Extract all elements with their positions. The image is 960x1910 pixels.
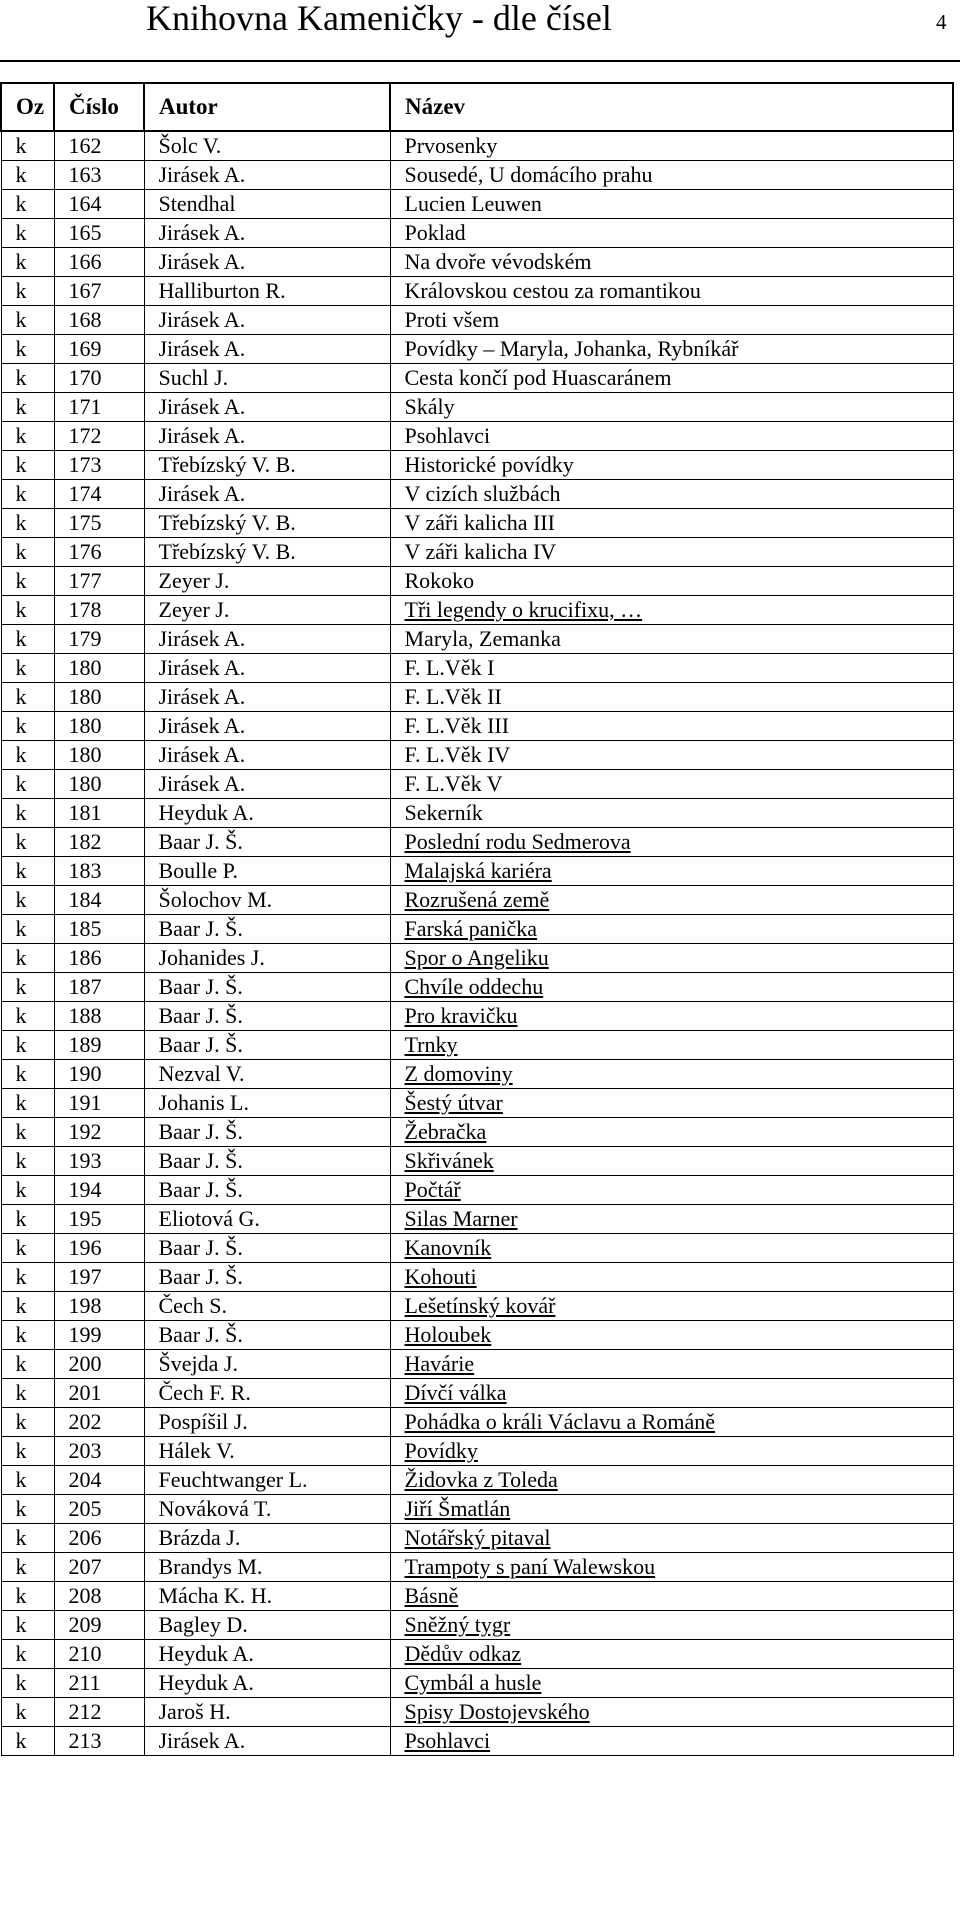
cell-oz: k — [1, 161, 54, 190]
cell-oz: k — [1, 799, 54, 828]
cell-oz: k — [1, 1640, 54, 1669]
cell-cislo: 200 — [54, 1350, 144, 1379]
table-row — [1, 915, 953, 944]
cell-autor: Brandys M. — [144, 1553, 390, 1582]
cell-cislo: 181 — [54, 799, 144, 828]
cell-oz: k — [1, 1176, 54, 1205]
cell-nazev: Trampoty s paní Walewskou — [390, 1553, 953, 1582]
cell-nazev: Královskou cestou za romantikou — [390, 277, 953, 306]
cell-autor: Nováková T. — [144, 1495, 390, 1524]
header-divider — [0, 60, 960, 62]
cell-oz: k — [1, 1611, 54, 1640]
cell-cislo: 193 — [54, 1147, 144, 1176]
table-row — [1, 1234, 953, 1263]
cell-oz: k — [1, 915, 54, 944]
cell-oz: k — [1, 770, 54, 799]
table-row — [1, 335, 953, 364]
table-row — [1, 1089, 953, 1118]
cell-cislo: 188 — [54, 1002, 144, 1031]
cell-oz: k — [1, 1060, 54, 1089]
cell-cislo: 204 — [54, 1466, 144, 1495]
page-number: 4 — [936, 10, 947, 34]
table-row — [1, 1437, 953, 1466]
table-row — [1, 973, 953, 1002]
cell-oz: k — [1, 1669, 54, 1698]
table-row — [1, 1727, 953, 1756]
cell-nazev: Povídky — [390, 1437, 953, 1466]
cell-cislo: 162 — [54, 131, 144, 161]
cell-oz: k — [1, 219, 54, 248]
cell-autor: Jirásek A. — [144, 422, 390, 451]
cell-nazev: V záři kalicha III — [390, 509, 953, 538]
cell-cislo: 184 — [54, 886, 144, 915]
cell-nazev: Spor o Angeliku — [390, 944, 953, 973]
cell-cislo: 167 — [54, 277, 144, 306]
table-row — [1, 1321, 953, 1350]
cell-autor: Suchl J. — [144, 364, 390, 393]
cell-nazev: Cesta končí pod Huascaránem — [390, 364, 953, 393]
cell-nazev: Na dvoře vévodském — [390, 248, 953, 277]
cell-nazev: Žebračka — [390, 1118, 953, 1147]
cell-nazev: Havárie — [390, 1350, 953, 1379]
cell-oz: k — [1, 131, 54, 161]
cell-nazev: Poslední rodu Sedmerova — [390, 828, 953, 857]
cell-autor: Zeyer J. — [144, 596, 390, 625]
cell-nazev: Skály — [390, 393, 953, 422]
column-header-autor: Autor — [144, 83, 390, 131]
table-row — [1, 1147, 953, 1176]
cell-cislo: 189 — [54, 1031, 144, 1060]
cell-oz: k — [1, 741, 54, 770]
table-row — [1, 131, 953, 161]
cell-cislo: 187 — [54, 973, 144, 1002]
cell-cislo: 178 — [54, 596, 144, 625]
cell-cislo: 177 — [54, 567, 144, 596]
cell-oz: k — [1, 625, 54, 654]
cell-autor: Brázda J. — [144, 1524, 390, 1553]
cell-autor: Zeyer J. — [144, 567, 390, 596]
cell-autor: Třebízský V. B. — [144, 451, 390, 480]
table-row — [1, 886, 953, 915]
cell-cislo: 206 — [54, 1524, 144, 1553]
cell-nazev: Židovka z Toleda — [390, 1466, 953, 1495]
cell-oz: k — [1, 1031, 54, 1060]
cell-cislo: 208 — [54, 1582, 144, 1611]
cell-oz: k — [1, 1524, 54, 1553]
table-row — [1, 509, 953, 538]
cell-oz: k — [1, 451, 54, 480]
cell-oz: k — [1, 1553, 54, 1582]
cell-cislo: 180 — [54, 683, 144, 712]
cell-nazev: Sousedé, U domácího prahu — [390, 161, 953, 190]
cell-cislo: 203 — [54, 1437, 144, 1466]
table-row — [1, 596, 953, 625]
cell-oz: k — [1, 828, 54, 857]
table-row — [1, 828, 953, 857]
cell-autor: Johanides J. — [144, 944, 390, 973]
cell-cislo: 169 — [54, 335, 144, 364]
table-row — [1, 1466, 953, 1495]
table-row — [1, 1524, 953, 1553]
table-row — [1, 1350, 953, 1379]
cell-oz: k — [1, 1408, 54, 1437]
cell-oz: k — [1, 277, 54, 306]
cell-nazev: Malajská kariéra — [390, 857, 953, 886]
book-catalog-table — [0, 82, 954, 1756]
cell-nazev: Jiří Šmatlán — [390, 1495, 953, 1524]
cell-nazev: Počtář — [390, 1176, 953, 1205]
cell-nazev: Spisy Dostojevského — [390, 1698, 953, 1727]
cell-nazev: Notářský pitaval — [390, 1524, 953, 1553]
cell-autor: Baar J. Š. — [144, 1321, 390, 1350]
table-row — [1, 219, 953, 248]
cell-oz: k — [1, 1118, 54, 1147]
cell-nazev: Pohádka o králi Václavu a Románě — [390, 1408, 953, 1437]
cell-cislo: 179 — [54, 625, 144, 654]
table-body — [1, 131, 953, 1756]
cell-cislo: 180 — [54, 654, 144, 683]
cell-autor: Halliburton R. — [144, 277, 390, 306]
cell-oz: k — [1, 364, 54, 393]
cell-oz: k — [1, 944, 54, 973]
cell-autor: Čech F. R. — [144, 1379, 390, 1408]
table-row — [1, 364, 953, 393]
cell-autor: Johanis L. — [144, 1089, 390, 1118]
cell-oz: k — [1, 886, 54, 915]
cell-cislo: 180 — [54, 712, 144, 741]
table-row — [1, 857, 953, 886]
cell-autor: Baar J. Š. — [144, 1176, 390, 1205]
cell-nazev: F. L.Věk IV — [390, 741, 953, 770]
cell-nazev: Pro kravičku — [390, 1002, 953, 1031]
table-row — [1, 393, 953, 422]
cell-autor: Eliotová G. — [144, 1205, 390, 1234]
cell-oz: k — [1, 422, 54, 451]
cell-cislo: 166 — [54, 248, 144, 277]
cell-autor: Čech S. — [144, 1292, 390, 1321]
cell-autor: Heyduk A. — [144, 1669, 390, 1698]
cell-cislo: 174 — [54, 480, 144, 509]
cell-autor: Baar J. Š. — [144, 973, 390, 1002]
cell-autor: Jirásek A. — [144, 161, 390, 190]
cell-nazev: Dívčí válka — [390, 1379, 953, 1408]
cell-oz: k — [1, 683, 54, 712]
cell-autor: Jirásek A. — [144, 625, 390, 654]
table-row — [1, 451, 953, 480]
table-row — [1, 1205, 953, 1234]
cell-autor: Baar J. Š. — [144, 1031, 390, 1060]
table-row — [1, 1582, 953, 1611]
cell-autor: Baar J. Š. — [144, 1147, 390, 1176]
cell-cislo: 207 — [54, 1553, 144, 1582]
table-row — [1, 1669, 953, 1698]
cell-autor: Jirásek A. — [144, 480, 390, 509]
cell-autor: Jaroš H. — [144, 1698, 390, 1727]
cell-autor: Pospíšil J. — [144, 1408, 390, 1437]
cell-cislo: 195 — [54, 1205, 144, 1234]
column-header-cislo: Číslo — [54, 83, 144, 131]
cell-nazev: Rokoko — [390, 567, 953, 596]
cell-autor: Mácha K. H. — [144, 1582, 390, 1611]
table-row — [1, 1060, 953, 1089]
cell-autor: Švejda J. — [144, 1350, 390, 1379]
cell-autor: Jirásek A. — [144, 248, 390, 277]
cell-oz: k — [1, 1321, 54, 1350]
cell-autor: Třebízský V. B. — [144, 509, 390, 538]
table-row — [1, 683, 953, 712]
cell-oz: k — [1, 1698, 54, 1727]
cell-autor: Jirásek A. — [144, 393, 390, 422]
table-row — [1, 248, 953, 277]
cell-cislo: 212 — [54, 1698, 144, 1727]
cell-autor: Šolochov M. — [144, 886, 390, 915]
table-row — [1, 1176, 953, 1205]
cell-cislo: 210 — [54, 1640, 144, 1669]
cell-oz: k — [1, 538, 54, 567]
cell-autor: Jirásek A. — [144, 770, 390, 799]
cell-cislo: 172 — [54, 422, 144, 451]
cell-oz: k — [1, 1089, 54, 1118]
cell-cislo: 168 — [54, 306, 144, 335]
cell-autor: Heyduk A. — [144, 799, 390, 828]
cell-cislo: 197 — [54, 1263, 144, 1292]
cell-cislo: 176 — [54, 538, 144, 567]
cell-oz: k — [1, 1379, 54, 1408]
cell-cislo: 173 — [54, 451, 144, 480]
cell-oz: k — [1, 1582, 54, 1611]
cell-oz: k — [1, 1234, 54, 1263]
cell-nazev: Šestý útvar — [390, 1089, 953, 1118]
cell-nazev: Sněžný tygr — [390, 1611, 953, 1640]
cell-cislo: 171 — [54, 393, 144, 422]
header-row — [1, 83, 953, 131]
cell-cislo: 190 — [54, 1060, 144, 1089]
column-header-oz: Oz — [1, 83, 54, 131]
cell-oz: k — [1, 567, 54, 596]
cell-cislo: 198 — [54, 1292, 144, 1321]
cell-oz: k — [1, 1292, 54, 1321]
cell-oz: k — [1, 1437, 54, 1466]
cell-nazev: F. L.Věk II — [390, 683, 953, 712]
cell-cislo: 205 — [54, 1495, 144, 1524]
cell-nazev: Chvíle oddechu — [390, 973, 953, 1002]
cell-autor: Baar J. Š. — [144, 1118, 390, 1147]
table-row — [1, 1292, 953, 1321]
table-row — [1, 422, 953, 451]
cell-oz: k — [1, 480, 54, 509]
cell-cislo: 186 — [54, 944, 144, 973]
cell-nazev: Poklad — [390, 219, 953, 248]
table-row — [1, 741, 953, 770]
table-row — [1, 944, 953, 973]
table-row — [1, 567, 953, 596]
table-row — [1, 1408, 953, 1437]
table-row — [1, 1698, 953, 1727]
cell-oz: k — [1, 335, 54, 364]
cell-oz: k — [1, 1147, 54, 1176]
cell-cislo: 180 — [54, 770, 144, 799]
cell-nazev: Psohlavci — [390, 422, 953, 451]
cell-autor: Jirásek A. — [144, 712, 390, 741]
cell-nazev: Cymbál a husle — [390, 1669, 953, 1698]
cell-oz: k — [1, 1727, 54, 1756]
table-row — [1, 1118, 953, 1147]
cell-autor: Jirásek A. — [144, 1727, 390, 1756]
cell-cislo: 180 — [54, 741, 144, 770]
cell-autor: Feuchtwanger L. — [144, 1466, 390, 1495]
cell-cislo: 163 — [54, 161, 144, 190]
table-row — [1, 1640, 953, 1669]
cell-nazev: Rozrušená země — [390, 886, 953, 915]
cell-nazev: F. L.Věk III — [390, 712, 953, 741]
cell-autor: Nezval V. — [144, 1060, 390, 1089]
table-row — [1, 1379, 953, 1408]
cell-nazev: Trnky — [390, 1031, 953, 1060]
cell-oz: k — [1, 857, 54, 886]
table-row — [1, 1495, 953, 1524]
table-row — [1, 625, 953, 654]
cell-nazev: Holoubek — [390, 1321, 953, 1350]
cell-cislo: 185 — [54, 915, 144, 944]
cell-nazev: Básně — [390, 1582, 953, 1611]
table-row — [1, 654, 953, 683]
cell-nazev: Lucien Leuwen — [390, 190, 953, 219]
table-row — [1, 1263, 953, 1292]
table-row — [1, 770, 953, 799]
cell-oz: k — [1, 1466, 54, 1495]
cell-autor: Baar J. Š. — [144, 1234, 390, 1263]
cell-oz: k — [1, 712, 54, 741]
column-header-nazev: Název — [390, 83, 953, 131]
cell-nazev: F. L.Věk I — [390, 654, 953, 683]
cell-oz: k — [1, 509, 54, 538]
cell-autor: Baar J. Š. — [144, 915, 390, 944]
cell-oz: k — [1, 248, 54, 277]
table-row — [1, 1611, 953, 1640]
table-row — [1, 190, 953, 219]
cell-cislo: 183 — [54, 857, 144, 886]
cell-cislo: 164 — [54, 190, 144, 219]
cell-nazev: Farská panička — [390, 915, 953, 944]
cell-nazev: Maryla, Zemanka — [390, 625, 953, 654]
cell-oz: k — [1, 1495, 54, 1524]
cell-autor: Hálek V. — [144, 1437, 390, 1466]
cell-cislo: 175 — [54, 509, 144, 538]
cell-cislo: 201 — [54, 1379, 144, 1408]
table-row — [1, 538, 953, 567]
cell-nazev: Proti všem — [390, 306, 953, 335]
cell-autor: Jirásek A. — [144, 654, 390, 683]
cell-autor: Stendhal — [144, 190, 390, 219]
cell-nazev: Prvosenky — [390, 131, 953, 161]
cell-cislo: 196 — [54, 1234, 144, 1263]
cell-oz: k — [1, 190, 54, 219]
cell-cislo: 191 — [54, 1089, 144, 1118]
cell-autor: Jirásek A. — [144, 306, 390, 335]
cell-nazev: Dědův odkaz — [390, 1640, 953, 1669]
cell-autor: Jirásek A. — [144, 219, 390, 248]
cell-autor: Šolc V. — [144, 131, 390, 161]
cell-nazev: V záři kalicha IV — [390, 538, 953, 567]
table-row — [1, 1031, 953, 1060]
table-header — [1, 83, 953, 131]
cell-cislo: 213 — [54, 1727, 144, 1756]
cell-autor: Baar J. Š. — [144, 1002, 390, 1031]
table-row — [1, 1002, 953, 1031]
page-header — [0, 0, 960, 62]
cell-autor: Heyduk A. — [144, 1640, 390, 1669]
cell-cislo: 165 — [54, 219, 144, 248]
cell-nazev: Sekerník — [390, 799, 953, 828]
cell-nazev: Psohlavci — [390, 1727, 953, 1756]
document-title: Knihovna Kameničky - dle čísel — [146, 0, 612, 38]
cell-oz: k — [1, 1002, 54, 1031]
cell-cislo: 199 — [54, 1321, 144, 1350]
cell-autor: Baar J. Š. — [144, 828, 390, 857]
cell-cislo: 211 — [54, 1669, 144, 1698]
cell-oz: k — [1, 1350, 54, 1379]
cell-cislo: 209 — [54, 1611, 144, 1640]
cell-oz: k — [1, 654, 54, 683]
cell-nazev: Povídky – Maryla, Johanka, Rybníkář — [390, 335, 953, 364]
table-row — [1, 277, 953, 306]
cell-oz: k — [1, 393, 54, 422]
table-row — [1, 712, 953, 741]
cell-nazev: Tři legendy o krucifixu, … — [390, 596, 953, 625]
cell-nazev: Lešetínský kovář — [390, 1292, 953, 1321]
cell-cislo: 202 — [54, 1408, 144, 1437]
table-row — [1, 161, 953, 190]
cell-nazev: Kanovník — [390, 1234, 953, 1263]
cell-autor: Boulle P. — [144, 857, 390, 886]
cell-cislo: 194 — [54, 1176, 144, 1205]
cell-autor: Bagley D. — [144, 1611, 390, 1640]
table-row — [1, 306, 953, 335]
cell-nazev: Historické povídky — [390, 451, 953, 480]
cell-nazev: F. L.Věk V — [390, 770, 953, 799]
cell-cislo: 182 — [54, 828, 144, 857]
cell-oz: k — [1, 596, 54, 625]
cell-nazev: V cizích službách — [390, 480, 953, 509]
cell-nazev: Z domoviny — [390, 1060, 953, 1089]
table-row — [1, 799, 953, 828]
cell-autor: Jirásek A. — [144, 683, 390, 712]
cell-nazev: Kohouti — [390, 1263, 953, 1292]
cell-oz: k — [1, 306, 54, 335]
cell-cislo: 170 — [54, 364, 144, 393]
cell-autor: Baar J. Š. — [144, 1263, 390, 1292]
cell-nazev: Skřivánek — [390, 1147, 953, 1176]
cell-cislo: 192 — [54, 1118, 144, 1147]
table-row — [1, 1553, 953, 1582]
cell-nazev: Silas Marner — [390, 1205, 953, 1234]
cell-autor: Jirásek A. — [144, 741, 390, 770]
table-row — [1, 480, 953, 509]
cell-oz: k — [1, 1205, 54, 1234]
cell-autor: Třebízský V. B. — [144, 538, 390, 567]
cell-oz: k — [1, 973, 54, 1002]
cell-autor: Jirásek A. — [144, 335, 390, 364]
cell-oz: k — [1, 1263, 54, 1292]
